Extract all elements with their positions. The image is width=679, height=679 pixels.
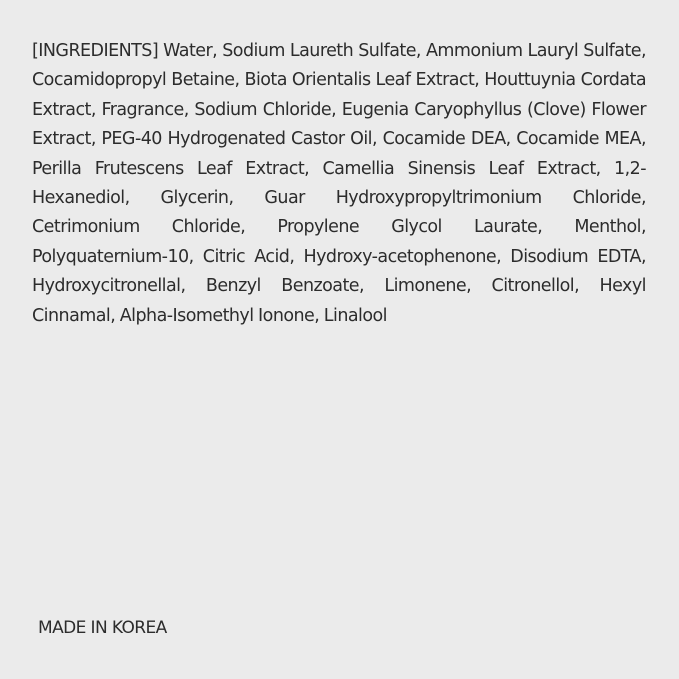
ingredients-text: [INGREDIENTS] Water, Sodium Laureth Sulfate, Ammonium Lauryl Sulfate, Cocamidopropyl Betaine, Biota Orientalis Leaf Extract, Houttuynia Cordata Extract, Fragrance, Sodium Chloride, Eugenia Caryophyllus (Clove) Flower Extract, PEG-40 Hydrogenated Castor Oil, Cocamide DEA, Cocamide MEA, Perilla Frutescens Leaf Extract, Camellia Sinensis Leaf Extract, 1,2-Hexanediol, Glycerin, Guar Hydroxypropyltrimonium Chloride, Cetrimonium Chloride, Propylene Glycol Laurate, Menthol, Polyquaternium-10, Citric Acid, Hydroxy-acetophenone, Disodium EDTA, Hydroxycitronellal, Benzyl Benzoate, Limonene, Citronellol, Hexyl Cinnamal, Alpha-Isomethyl Ionone, Linalool — [32, 41, 646, 326]
made-in-label: MADE IN KOREA — [38, 618, 167, 638]
